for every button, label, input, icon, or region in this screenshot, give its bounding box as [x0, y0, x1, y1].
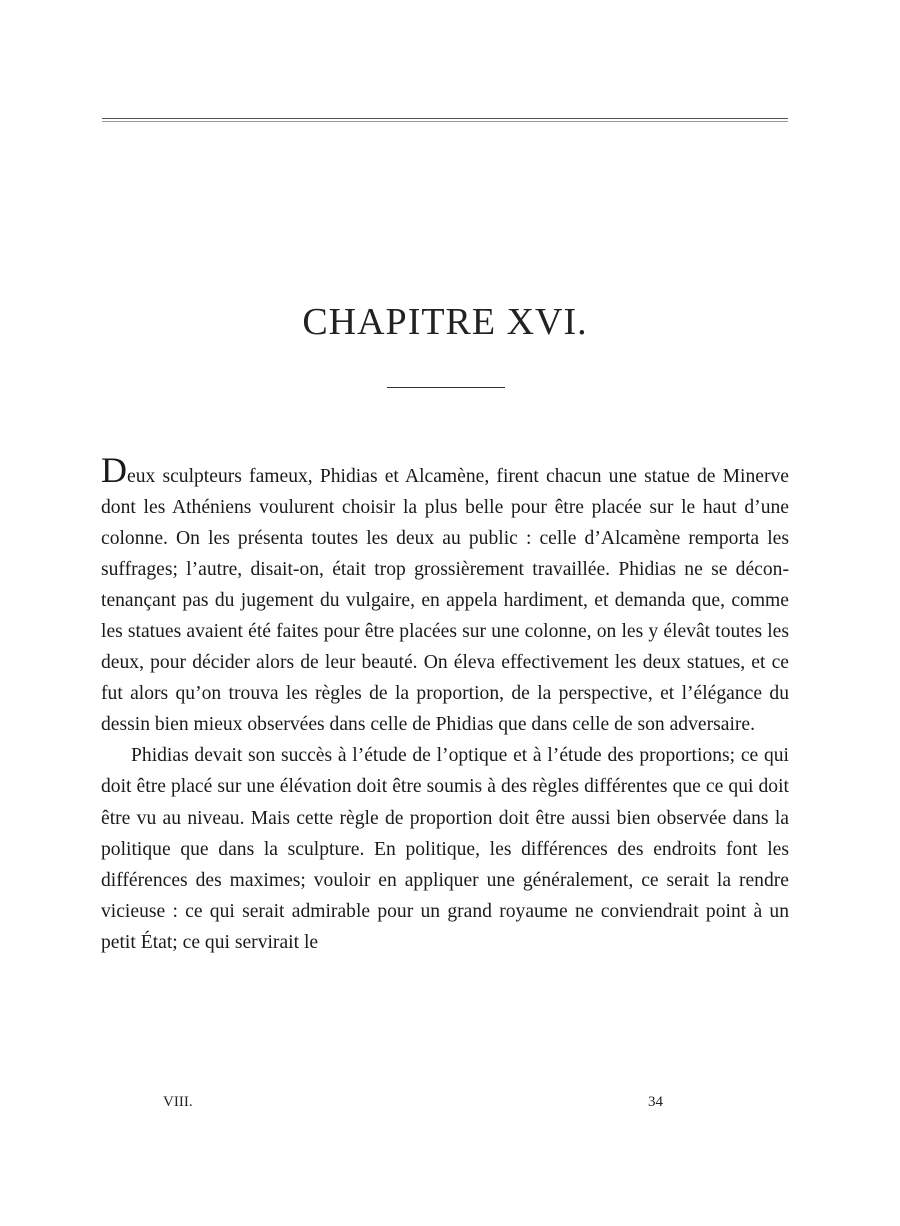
paragraph-2: Phidias devait son succès à l’étude de l’optique et à l’étude des proportions; ce qui doit être placé sur une élévation doit être soumis à des règles différentes que ce qui doit être vu au niveau. Mais cette règle de proportion doit être aussi bien observée dans la politique que dans la sculpture. En politique, les différences des endroits font les différences des maximes; vouloir en appliquer une généralement, ce serait la rendre vicieuse : ce qui serait admirable pour un grand royaume ne conviendrait point à un petit État; ce qui servirait le	[101, 745, 789, 953]
body-text	[101, 450, 789, 958]
chapter-title: CHAPITRE XVI.	[302, 301, 588, 343]
title-rule	[387, 387, 505, 388]
top-rule	[102, 118, 788, 119]
page-number: 34	[648, 1094, 663, 1110]
signature-mark: VIII.	[163, 1094, 193, 1110]
paragraph-1: Deux sculpteurs fameux, Phidias et Alcamène, firent chacun une statue de Minerve dont les Athéniens voulurent choisir la plus belle pour être placée sur le haut d’une colonne. On les présenta toutes les deux au public : celle d’Alcamène remporta les suffrages; l’autre, disait-on, était trop grossièrement travaillée. Phidias ne se décontenançant pas du jugement du vulgaire, en appela hardiment, et demanda que, comme les statues avaient été faites pour être placées sur une colonne, on les y élevât toutes les deux, pour décider alors de leur beauté. On éleva effectivement les deux statues, et ce fut alors qu’on trouva les règles de la proportion, de la perspective, et l’élégance du dessin bien mieux observées dans celle de Phidias que dans celle de son adversaire.	[101, 450, 789, 736]
